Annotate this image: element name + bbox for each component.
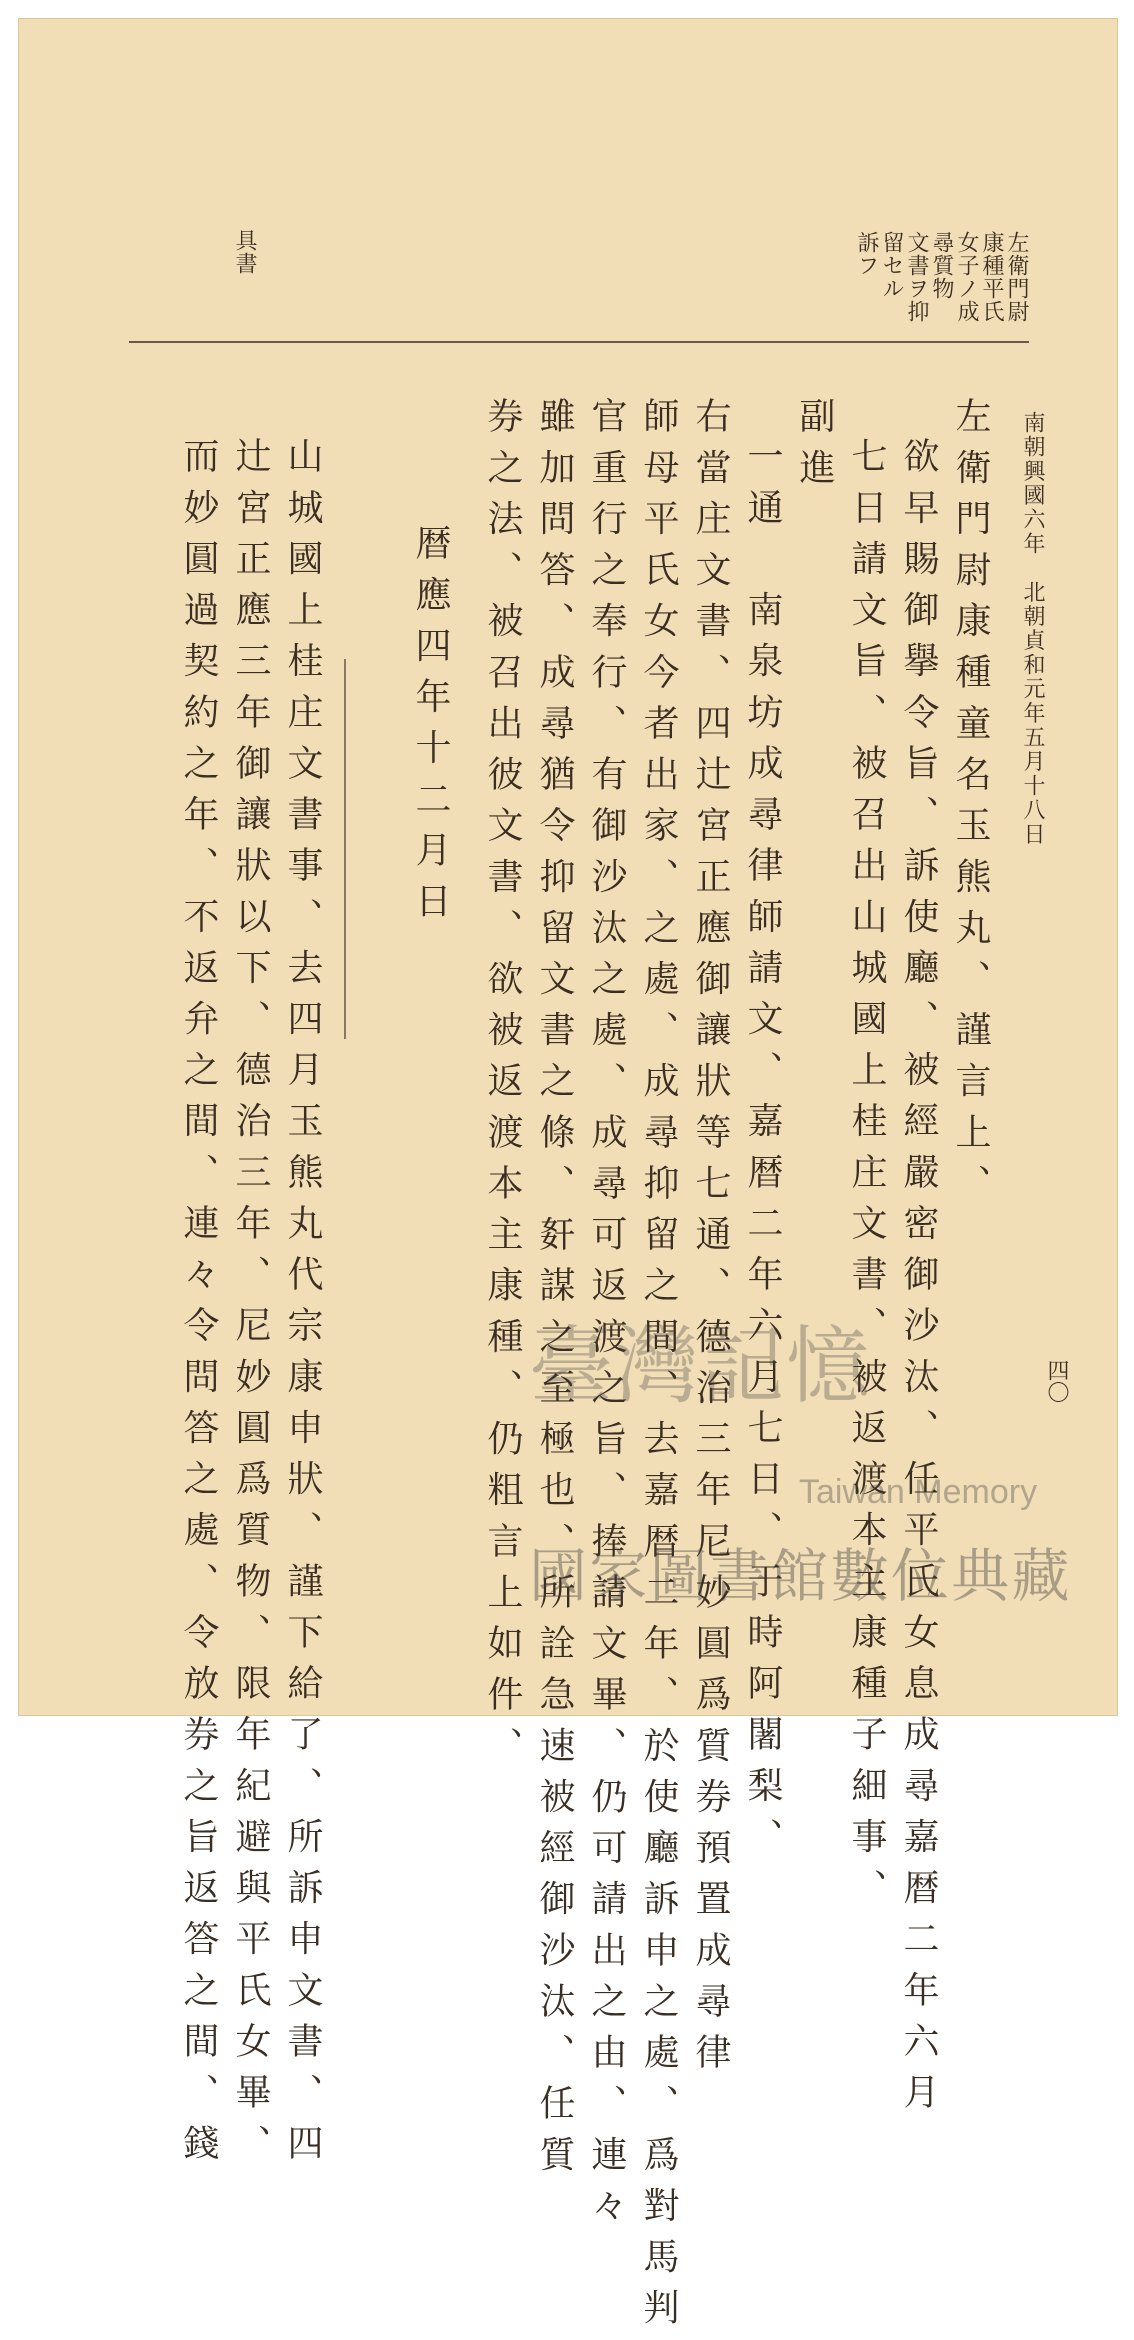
text-column-4: 副進 [794, 397, 835, 500]
document-page [18, 18, 1118, 2340]
text-column-5: 一通 南泉坊成尋律師請文、嘉暦二年六月七日、于時阿闍梨、 [742, 437, 783, 1869]
margin-left-note: 具書 [232, 229, 257, 276]
text-column-12: 山城國上桂庄文書事、去四月玉熊丸代宗康申狀、謹下給了、所訴申文書、四 [282, 437, 323, 2176]
margin-note-2: 康種平氏 [979, 231, 1004, 324]
page-number: 四〇 [1044, 1359, 1069, 1403]
section-divider [344, 659, 346, 1039]
watermark-calligraphy: 臺灣記憶 [529, 1317, 872, 1415]
text-column-6: 右當庄文書、四辻宮正應御讓狀等七通、德治三年尼妙圓爲質券預置成尋律 [690, 397, 731, 2084]
margin-note-4: 尋質物 [929, 231, 954, 301]
date-line: 暦應四年十二月日 [410, 524, 451, 933]
margin-note-7: 訴フ [854, 231, 879, 278]
margin-note-6: 留セル [879, 231, 904, 301]
margin-divider [129, 341, 1029, 343]
text-column-1: 左衛門尉康種童名玉熊丸、謹言上、 [950, 397, 991, 1215]
text-column-14: 而妙圓過契約之年、不返弁之間、連々令問答之處、令放券之旨返答之間、錢 [178, 437, 219, 2176]
margin-note-1: 左衛門尉 [1004, 231, 1029, 324]
page-header: 南朝興國六年 北朝貞和元年五月十八日 [1020, 411, 1045, 847]
text-column-7: 師母平氏女今者出家、之處、成尋抑留之間、去嘉暦二年、於使廳訴申之處、爲對馬判 [638, 397, 679, 2340]
text-column-3: 七日請文旨、被召出山城國上桂庄文書、被返渡本主康種子細事、 [846, 437, 887, 1920]
text-column-8: 官重行之奉行、有御沙汰之處、成尋可返渡之旨、捧請文畢、仍可請出之由、連々 [586, 397, 627, 2238]
text-column-13: 辻宮正應三年御讓狀以下、德治三年、尼妙圓爲質物、限年紀避與平氏女畢、 [230, 437, 271, 2176]
watermark-english: Taiwan Memory [799, 1473, 1038, 1511]
watermark-library: 國家圖書館數位典藏 [529, 1542, 1072, 1610]
text-column-2: 欲早賜御擧令旨、訴使廳、被經嚴密御沙汰、任平氏女息成尋嘉暦二年六月 [898, 437, 939, 2124]
margin-note-5: 文書ヲ抑 [904, 231, 929, 324]
text-column-10: 券之法、被召出彼文書、欲被返渡本主康種、仍粗言上如件、 [482, 397, 523, 1778]
margin-note-3: 女子ノ成 [954, 231, 979, 324]
text-column-9: 雖加問答、成尋猶令抑留文書之條、姧謀之至極也、所詮急速被經御沙汰、任質 [534, 397, 575, 2187]
